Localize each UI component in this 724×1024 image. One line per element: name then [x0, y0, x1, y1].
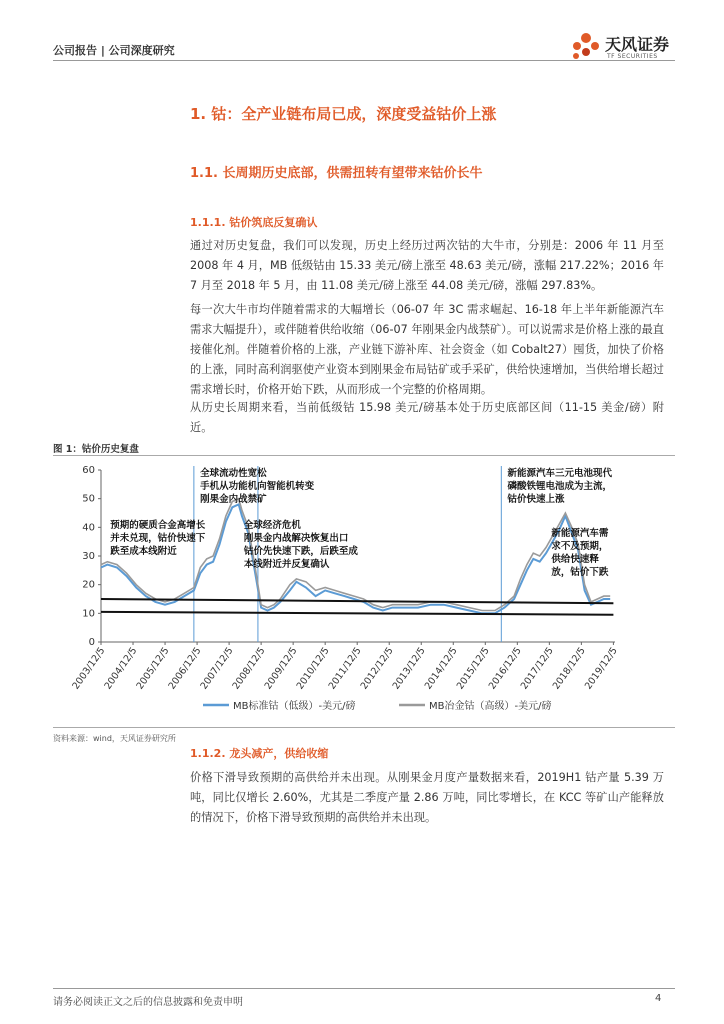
x-tick-label: 2019/12/5: [582, 645, 620, 692]
x-tick-label: 2008/12/5: [230, 645, 268, 692]
y-tick-label: 30: [82, 551, 95, 562]
cobalt-price-chart: [53, 458, 675, 724]
paragraph-3: 从历史长周期来看，当前低级钴 15.98 美元/磅基本处于历史底部区间（11-15 美金/磅）附近。: [190, 401, 664, 434]
footer-disclaimer: 请务必阅读正文之后的信息披露和免责申明: [53, 997, 243, 1008]
figure-top-divider: [53, 455, 675, 456]
annotation-text: 钴价先快速下跌，后跌至成: [243, 546, 358, 557]
legend-label: MB冶金钴（高级）-美元/磅: [429, 701, 552, 712]
y-tick-label: 0: [88, 637, 95, 648]
y-tick-label: 40: [82, 522, 95, 534]
x-tick-label: 2018/12/5: [550, 645, 588, 692]
x-tick-label: 2016/12/5: [486, 645, 524, 692]
logo-text-en: TF SECURITIES: [607, 53, 658, 60]
logo: [568, 28, 604, 64]
annotation-text: 新能源汽车需: [551, 528, 609, 539]
y-tick-label: 20: [82, 579, 95, 591]
x-tick-label: 2015/12/5: [454, 645, 492, 692]
annotation-text: 钴价快速上涨: [507, 494, 565, 505]
x-tick-label: 2004/12/5: [102, 645, 140, 692]
annotation-text: 磷酸铁锂电池成为主流，: [507, 481, 613, 492]
annotation-text: 放，钴价下跌: [551, 567, 609, 578]
paragraph-2: 每一次大牛市均伴随着需求的大幅增长（06-07 年 3C 需求崛起、16-18 年上半年新能源汽车需求大幅提升），或伴随着供给收缩（06-07 年刚果金内战禁矿）。可以说需求是价格上涨的最直接催化剂。伴随着价格的上涨，产业链下游补库、社会资金（如 Cobalt27）囤货，加快了价格的上涨，同时高利润驱使产业资本到刚果金布局钴矿或手采矿，供给快速增加，当供给增长超过需求增长时，价格开始下跌，从而形成一个完整的价格周期。: [190, 303, 664, 396]
x-tick-label: 2011/12/5: [326, 645, 364, 692]
x-tick-label: 2007/12/5: [198, 645, 236, 692]
x-tick-label: 2009/12/5: [262, 645, 300, 692]
trendline-lower: [101, 612, 613, 615]
annotation-text: 刚果金内战禁矿: [200, 494, 267, 505]
logo-flower-icon: [568, 28, 604, 60]
header-divider: [53, 60, 675, 61]
annotation-text: 全球经济危机: [243, 520, 301, 531]
x-tick-label: 2010/12/5: [294, 645, 332, 692]
footer-divider: [53, 988, 675, 989]
x-tick-label: 2006/12/5: [166, 645, 204, 692]
subsection-title: 1.1. 长周期历史底部，供需扭转有望带来钴价长牛: [190, 166, 483, 181]
figure-source: 资料来源：wind，天风证券研究所: [53, 734, 176, 743]
x-tick-label: 2017/12/5: [518, 645, 556, 692]
figure-title: 图 1：钴价历史复盘: [53, 444, 139, 455]
x-tick-label: 2005/12/5: [134, 645, 172, 692]
annotation-text: 刚果金内战解决恢复出口: [243, 533, 349, 544]
annotation-text: 求不及预期，: [551, 541, 609, 552]
breadcrumb: 公司报告 | 公司深度研究: [53, 44, 175, 57]
annotation-text: 手机从功能机向智能机转变: [200, 481, 315, 492]
figure-bottom-divider: [53, 727, 675, 728]
subsubsection-title-2: 1.1.2. 龙头减产，供给收缩: [190, 747, 329, 760]
annotation-text: 供给快速释: [551, 554, 599, 565]
annotation-text: 全球流动性宽松: [200, 468, 267, 479]
x-tick-label: 2003/12/5: [70, 645, 108, 692]
x-tick-label: 2013/12/5: [390, 645, 428, 692]
annotation-text: 预期的硬质合金高增长: [110, 520, 206, 531]
page-number: 4: [655, 993, 662, 1004]
y-tick-label: 50: [82, 493, 95, 505]
y-tick-label: 60: [82, 465, 95, 476]
annotation-text: 跌至成本线附近: [110, 546, 177, 557]
y-tick-label: 10: [82, 608, 95, 620]
paragraph-1: 通过对历史复盘，我们可以发现，历史上经历过两次钴的大牛市，分别是：2006 年 11 月至 2008 年 4 月，MB 低级钴由 15.33 美元/磅上涨至 48.63 美元/磅，涨幅 217.22%；2016 年 7 月至 2018 年 5 月，由 11.08 美元/磅上涨至 44.08 美元/磅，涨幅 297.83%。: [190, 239, 664, 292]
annotation-text: 新能源汽车三元电池现代: [507, 468, 613, 479]
subsubsection-title: 1.1.1. 钴价筑底反复确认: [190, 216, 318, 229]
x-tick-label: 2012/12/5: [358, 645, 396, 692]
logo-text: 天风证券: [605, 35, 670, 54]
paragraph-4: 价格下滑导致预期的高供给并未出现。从刚果金月度产量数据来看，2019H1 钴产量 5.39 万吨，同比仅增长 2.60%，尤其是二季度产量 2.86 万吨，同比零增长，在 KCC 等矿山产能释放的情况下，价格下滑导致预期的高供给并未出现。: [190, 771, 664, 824]
x-tick-label: 2014/12/5: [422, 645, 460, 692]
annotation-text: 本线附近并反复确认: [243, 559, 330, 570]
legend-label: MB标准钴（低级）-美元/磅: [233, 701, 356, 712]
annotation-text: 并未兑现，钴价快速下: [110, 533, 206, 544]
section-title: 1. 钴：全产业链布局已成，深度受益钴价上涨: [190, 105, 497, 123]
